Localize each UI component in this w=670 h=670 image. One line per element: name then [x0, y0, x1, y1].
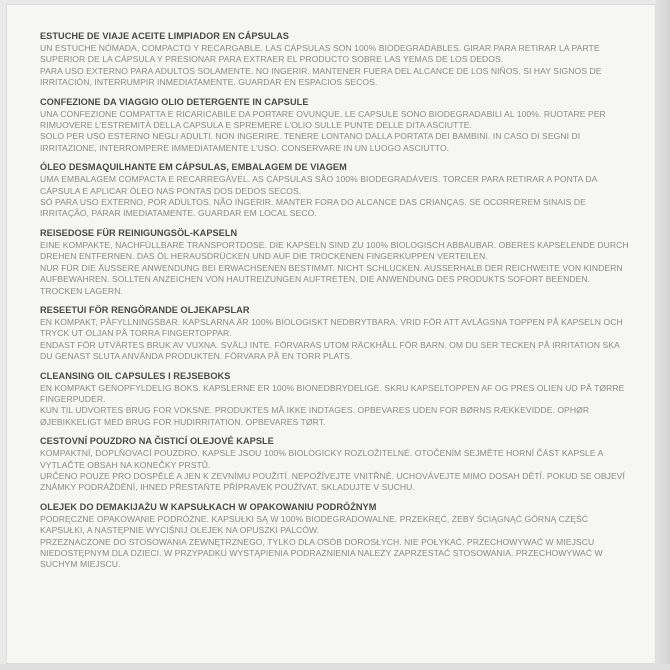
section-paragraph: SOLO PER USO ESTERNO NEGLI ADULTI. NON INGERIRE. TENERE LONTANO DALLA PORTATA DEI BAMBINI. IN CASO DI SEGNI DI IRRITAZIONE, INTERROMPERE IMMEDIATAMENTE L'USO. CONSERVARE IN UN LUOGO ASCIUTTO. — [40, 131, 581, 153]
section-title: CLEANSING OIL CAPSULES I REJSEBOKS — [40, 370, 231, 381]
section-title: CONFEZIONE DA VIAGGIO OLIO DETERGENTE IN CAPSULE — [40, 96, 309, 107]
section-title: ESTUCHE DE VIAJE ACEITE LIMPIADOR EN CÁPSULAS — [40, 31, 289, 41]
package-bottom-edge — [0, 664, 670, 670]
section-paragraph: SÓ PARA USO EXTERNO, POR ADULTOS. NÃO INGERIR. MANTER FORA DO ALCANCE DAS CRIANÇAS. SE OCORREREM SINAIS DE IRRITAÇÃO, PARAR IMEDIATAMENTE. GUARDAR EM LOCAL SECO. — [40, 197, 586, 219]
section-paragraph: UN ESTUCHE NÓMADA, COMPACTO Y RECARGABLE. LAS CÁPSULAS SON 100% BIODEGRADABLES. GIRAR PARA RETIRAR LA PARTE SUPERIOR DE LA CÁPSULA Y PRESIONAR PARA EXTRAER EL PRODUCTO SOBRE LAS YEMAS DE LOS DEDOS. — [40, 43, 600, 65]
section-title: OLEJEK DO DEMAKIJAŻU W KAPSUŁKACH W OPAKOWANIU PODRÓŻNYM — [40, 501, 377, 512]
section-paragraph: PODRĘCZNE OPAKOWANIE PODRÓŻNE. KAPSUŁKI SĄ W 100% BIODEGRADOWALNE. PRZEKRĘĆ, ŻEBY ŚCIĄGNĄĆ GÓRNĄ CZĘŚĆ KAPSUŁKI, A NASTĘPNIE WYCIŚNIJ OLEJEK NA OPUSZKI PALCÓW. — [40, 513, 589, 536]
section-paragraph: KUN TIL UDVORTES BRUG FOR VOKSNE. PRODUKTES MÅ IKKE INDTAGES. OPBEVARES UDEN FOR BØRNS RÆKKEVIDDE. OPHØR ØJEBIKKELIGT MED BRUG FOR HUDIRRITATION. OPBEVARES TØRT. — [40, 405, 590, 427]
section-paragraph: KOMPAKTNÍ, DOPLŇOVACÍ POUZDRO. KAPSLE JSOU 100% BIOLOGICKY ROZLOŽITELNÉ. OTOČENÍM SEJMĚTE HORNÍ ČÁST KAPSLE A VYTLAČTE OBSAH NA KONEČKY PRSTŮ. — [40, 448, 603, 470]
section-title: RESEETUI FÖR RENGÖRANDE OLJEKAPSLAR — [40, 304, 250, 315]
section-swedish — [40, 305, 632, 363]
section-paragraph: EINE KOMPAKTE, NACHFÜLLBARE TRANSPORTDOSE. DIE KAPSELN SIND ZU 100% BIOLOGISCH ABBAUBAR. OBERES KAPSELENDE DURCH DREHEN ENTFERNEN. DAS ÖL HERAUSDRÜCKEN UND AUF DIE TROCKENEN FINGERKUPPEN VERTEILEN. — [40, 239, 629, 262]
section-italian — [40, 97, 632, 155]
section-czech — [40, 436, 632, 494]
section-spanish — [40, 31, 632, 89]
package-panel — [6, 4, 656, 664]
section-portuguese — [40, 162, 632, 220]
section-polish — [40, 502, 632, 571]
package-right-edge — [656, 0, 670, 670]
section-title: REISEDOSE FÜR REINIGUNGSÖL-KAPSELN — [40, 227, 238, 238]
section-german — [40, 228, 632, 297]
section-danish — [40, 371, 632, 429]
section-paragraph: ENDAST FÖR UTVÄRTES BRUK AV VUXNA. SVÄLJ INTE. FÖRVARAS UTOM RÄCKHÅLL FÖR BARN. OM DU SER TECKEN PÅ IRRITATION SKA DU GENAST SLUTA ANVÄNDA PRODUKTEN. FÖRVARA PÅ EN TORR PLATS. — [40, 339, 620, 362]
section-paragraph: UNA CONFEZIONE COMPATTA E RICARICABILE DA PORTARE OVUNQUE. LE CAPSULE SONO BIODEGRADABILI AL 100%. RUOTARE PER RIMUOVERE L'ESTREMITÀ DELLA CAPSULA E SPREMERE L'OLIO SULLE PUNTE DELLE DITA ASCIUTTE. — [40, 108, 606, 131]
section-paragraph: PARA USO EXTERNO PARA ADULTOS SOLAMENTE. NO INGERIR. MANTENER FUERA DEL ALCANCE DE LOS NIÑOS. SI HAY SIGNOS DE IRRITACIÓN, INTERRUMPIR INMEDIATAMENTE. GUARDAR EN ESPACIOS SECOS. — [40, 65, 602, 88]
section-title: ÓLEO DESMAQUILHANTE EM CÁPSULAS, EMBALAGEM DE VIAGEM — [40, 162, 347, 173]
section-paragraph: PRZEZNACZONE DO STOSOWANIA ZEWNĘTRZNEGO, TYLKO DLA OSÓB DOROSŁYCH. NIE POŁYKAĆ. PRZECHOWYWAĆ W MIEJSCU NIEDOSTĘPNYM DLA DZIECI. W PRZYPADKU WYSTĄPIENIA PODRAŻNIENIA NALEŻY ZAPRZESTAĆ STOSOWANIA. PRZECHOWYWAĆ W SUCHYM MIEJSCU. — [40, 536, 603, 570]
section-paragraph: EN KOMPAKT GENOPFYLDELIG BOKS. KAPSLERNE ER 100% BIONEDBRYDELIGE. SKRU KAPSELTOPPEN AF OG PRES OLIEN UD PÅ TØRRE FINGERPUDER. — [40, 382, 625, 404]
section-paragraph: UMA EMBALAGEM COMPACTA E RECARREGÁVEL. AS CÁPSULAS SÃO 100% BIODEGRADÁVEIS. TORCER PARA RETIRAR A PONTA DA CÁPSULA E APLICAR ÓLEO NAS PONTAS DOS DEDOS SECOS. — [40, 174, 597, 196]
section-paragraph: EN KOMPAKT, PÅFYLLNINGSBAR. KAPSLARNA ÄR 100% BIOLOGISKT NEDBRYTBARA. VRID FÖR ATT AVLÄGSNA TOPPEN PÅ KAPSELN OCH TRYCK UT OLJAN PÅ TORRA FINGERTOPPAR. — [40, 316, 623, 339]
section-paragraph: URČENO POUZE PRO DOSPĚLÉ A JEN K ZEVNÍMU POUŽITÍ. NEPOŽÍVEJTE VNITŘNĚ. UCHOVÁVEJTE MIMO DOSAH DĚTÍ. POKUD SE OBJEVÍ ZNÁMKY PODRÁŽDĚNÍ, IHNED PŘESTAŇTE PŘÍPRAVEK POUŽÍVAT. SKLADUJTE V SUCHU. — [40, 470, 625, 493]
section-title: CESTOVNÍ POUZDRO NA ČISTICÍ OLEJOVÉ KAPSLE — [40, 436, 274, 447]
instructions-text-block — [40, 31, 632, 579]
section-paragraph: NUR FÜR DIE ÄUSSERE ANWENDUNG BEI ERWACHSENEN BESTIMMT. NICHT SCHLUCKEN. AUSSERHALB DER REICHWEITE VON KINDERN AUFBEWAHREN. SOLLTEN ANZEICHEN VON HAUTREIZUNGEN AUFTRETEN, DIE ANWENDUNG DES PRODUKTS SOFORT BEENDEN. TROCKEN LAGERN. — [40, 262, 623, 296]
